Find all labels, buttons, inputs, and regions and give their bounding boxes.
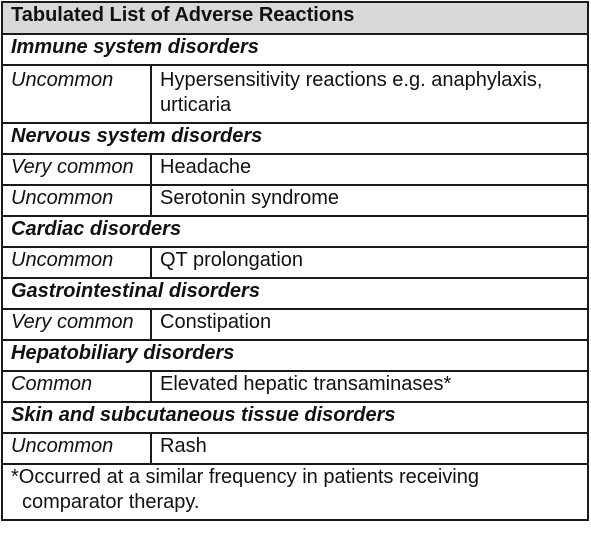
- frequency-cell: Uncommon: [2, 247, 151, 278]
- table-row: [2, 371, 588, 402]
- table-row: [2, 309, 588, 340]
- table-row: [2, 65, 588, 123]
- soc-heading: Nervous system disorders: [2, 123, 588, 154]
- soc-heading: Cardiac disorders: [2, 216, 588, 247]
- table-title: Tabulated List of Adverse Reactions: [2, 2, 588, 34]
- frequency-cell: Common: [2, 371, 151, 402]
- soc-row-immune: [2, 34, 588, 65]
- reaction-cell: Rash: [151, 433, 588, 464]
- frequency-cell: Uncommon: [2, 65, 151, 123]
- reaction-cell: Hypersensitivity reactions e.g. anaphylaxis, urticaria: [151, 65, 588, 123]
- reaction-cell: Headache: [151, 154, 588, 185]
- reaction-cell: Serotonin syndrome: [151, 185, 588, 216]
- soc-heading: Gastrointestinal disorders: [2, 278, 588, 309]
- soc-row-skin: [2, 402, 588, 433]
- frequency-cell: Very common: [2, 309, 151, 340]
- reaction-cell: Constipation: [151, 309, 588, 340]
- table-row: [2, 433, 588, 464]
- table-title-row: [2, 2, 588, 34]
- soc-row-cardiac: [2, 216, 588, 247]
- reaction-cell: QT prolongation: [151, 247, 588, 278]
- reaction-cell: Elevated hepatic transaminases*: [151, 371, 588, 402]
- soc-heading: Hepatobiliary disorders: [2, 340, 588, 371]
- soc-heading: Immune system disorders: [2, 34, 588, 65]
- frequency-cell: Very common: [2, 154, 151, 185]
- table-row: [2, 154, 588, 185]
- soc-row-nervous: [2, 123, 588, 154]
- soc-row-gastrointestinal: [2, 278, 588, 309]
- table-row: [2, 247, 588, 278]
- adverse-reactions-table: [1, 1, 589, 521]
- table-footnote: *Occurred at a similar frequency in patients receiving comparator therapy.: [11, 466, 479, 513]
- table-row: [2, 185, 588, 216]
- footnote-row: [2, 464, 588, 520]
- soc-row-hepatobiliary: [2, 340, 588, 371]
- frequency-cell: Uncommon: [2, 433, 151, 464]
- frequency-cell: Uncommon: [2, 185, 151, 216]
- soc-heading: Skin and subcutaneous tissue disorders: [2, 402, 588, 433]
